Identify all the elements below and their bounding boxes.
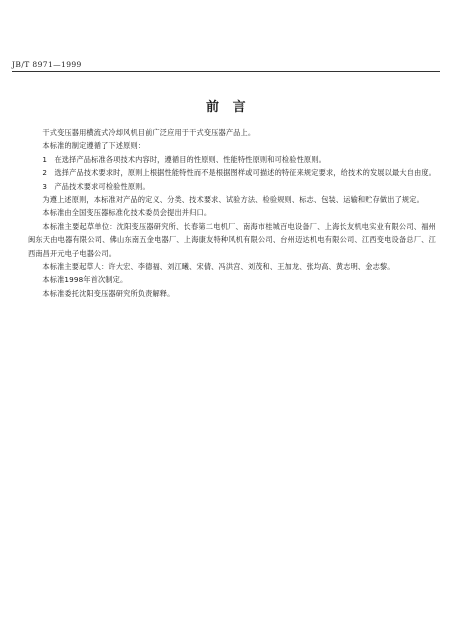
paragraph: 本标准由全国变压器标准化技术委员会提出并归口。 bbox=[42, 208, 212, 218]
standard-number: JB/T 8971—1999 bbox=[12, 60, 82, 69]
page-title: 前 言 bbox=[206, 100, 246, 115]
paragraph: 本标准主要起草单位：沈阳变压器研究所、长春第二电机厂、南海市桂城百电设备厂、上海长友机电实业有限公司、福州闽东天由电器有限公司、佛山东南五金电器厂、上海康友特种风机有限公司、台州迈达机电有限公司、江西变电设备总厂、江西南昌开元电子电器公司。 bbox=[28, 221, 436, 258]
paragraph: 本标准主要起草人：许大宏、李德福、刘江曦、宋倩、冯洪宫、刘茂和、王加龙、张均高、黄志明、金志黎。 bbox=[42, 262, 395, 272]
paragraph: 本标准1998年首次制定。 bbox=[42, 275, 128, 285]
paragraph: 2 选择产品技术要求时，原则上根据性能特性而不是根据图样或可描述的特征来规定要求，给技术的发展以最大自由度。 bbox=[42, 168, 437, 178]
paragraph: 干式变压器用横流式冷却风机目前广泛应用于干式变压器产品上。 bbox=[42, 128, 256, 137]
header-rule bbox=[12, 71, 440, 72]
paragraph: 为遵上述原则，本标准对产品的定义、分类、技术要求、试验方法、检验规则、标志、包装、运输和贮存做出了规定。 bbox=[42, 195, 424, 205]
paragraph: 本标准委托沈阳变压器研究所负责解释。 bbox=[42, 288, 175, 298]
document-body bbox=[28, 126, 436, 300]
paragraph: 3 产品技术要求可检验性原则。 bbox=[42, 181, 150, 191]
paragraph: 1 在选择产品标准各项技术内容时，遵循目的性原则、性能特性原则和可检验性原则。 bbox=[42, 154, 326, 164]
paragraph: 本标准的制定遵循了下述原则： bbox=[42, 141, 146, 151]
